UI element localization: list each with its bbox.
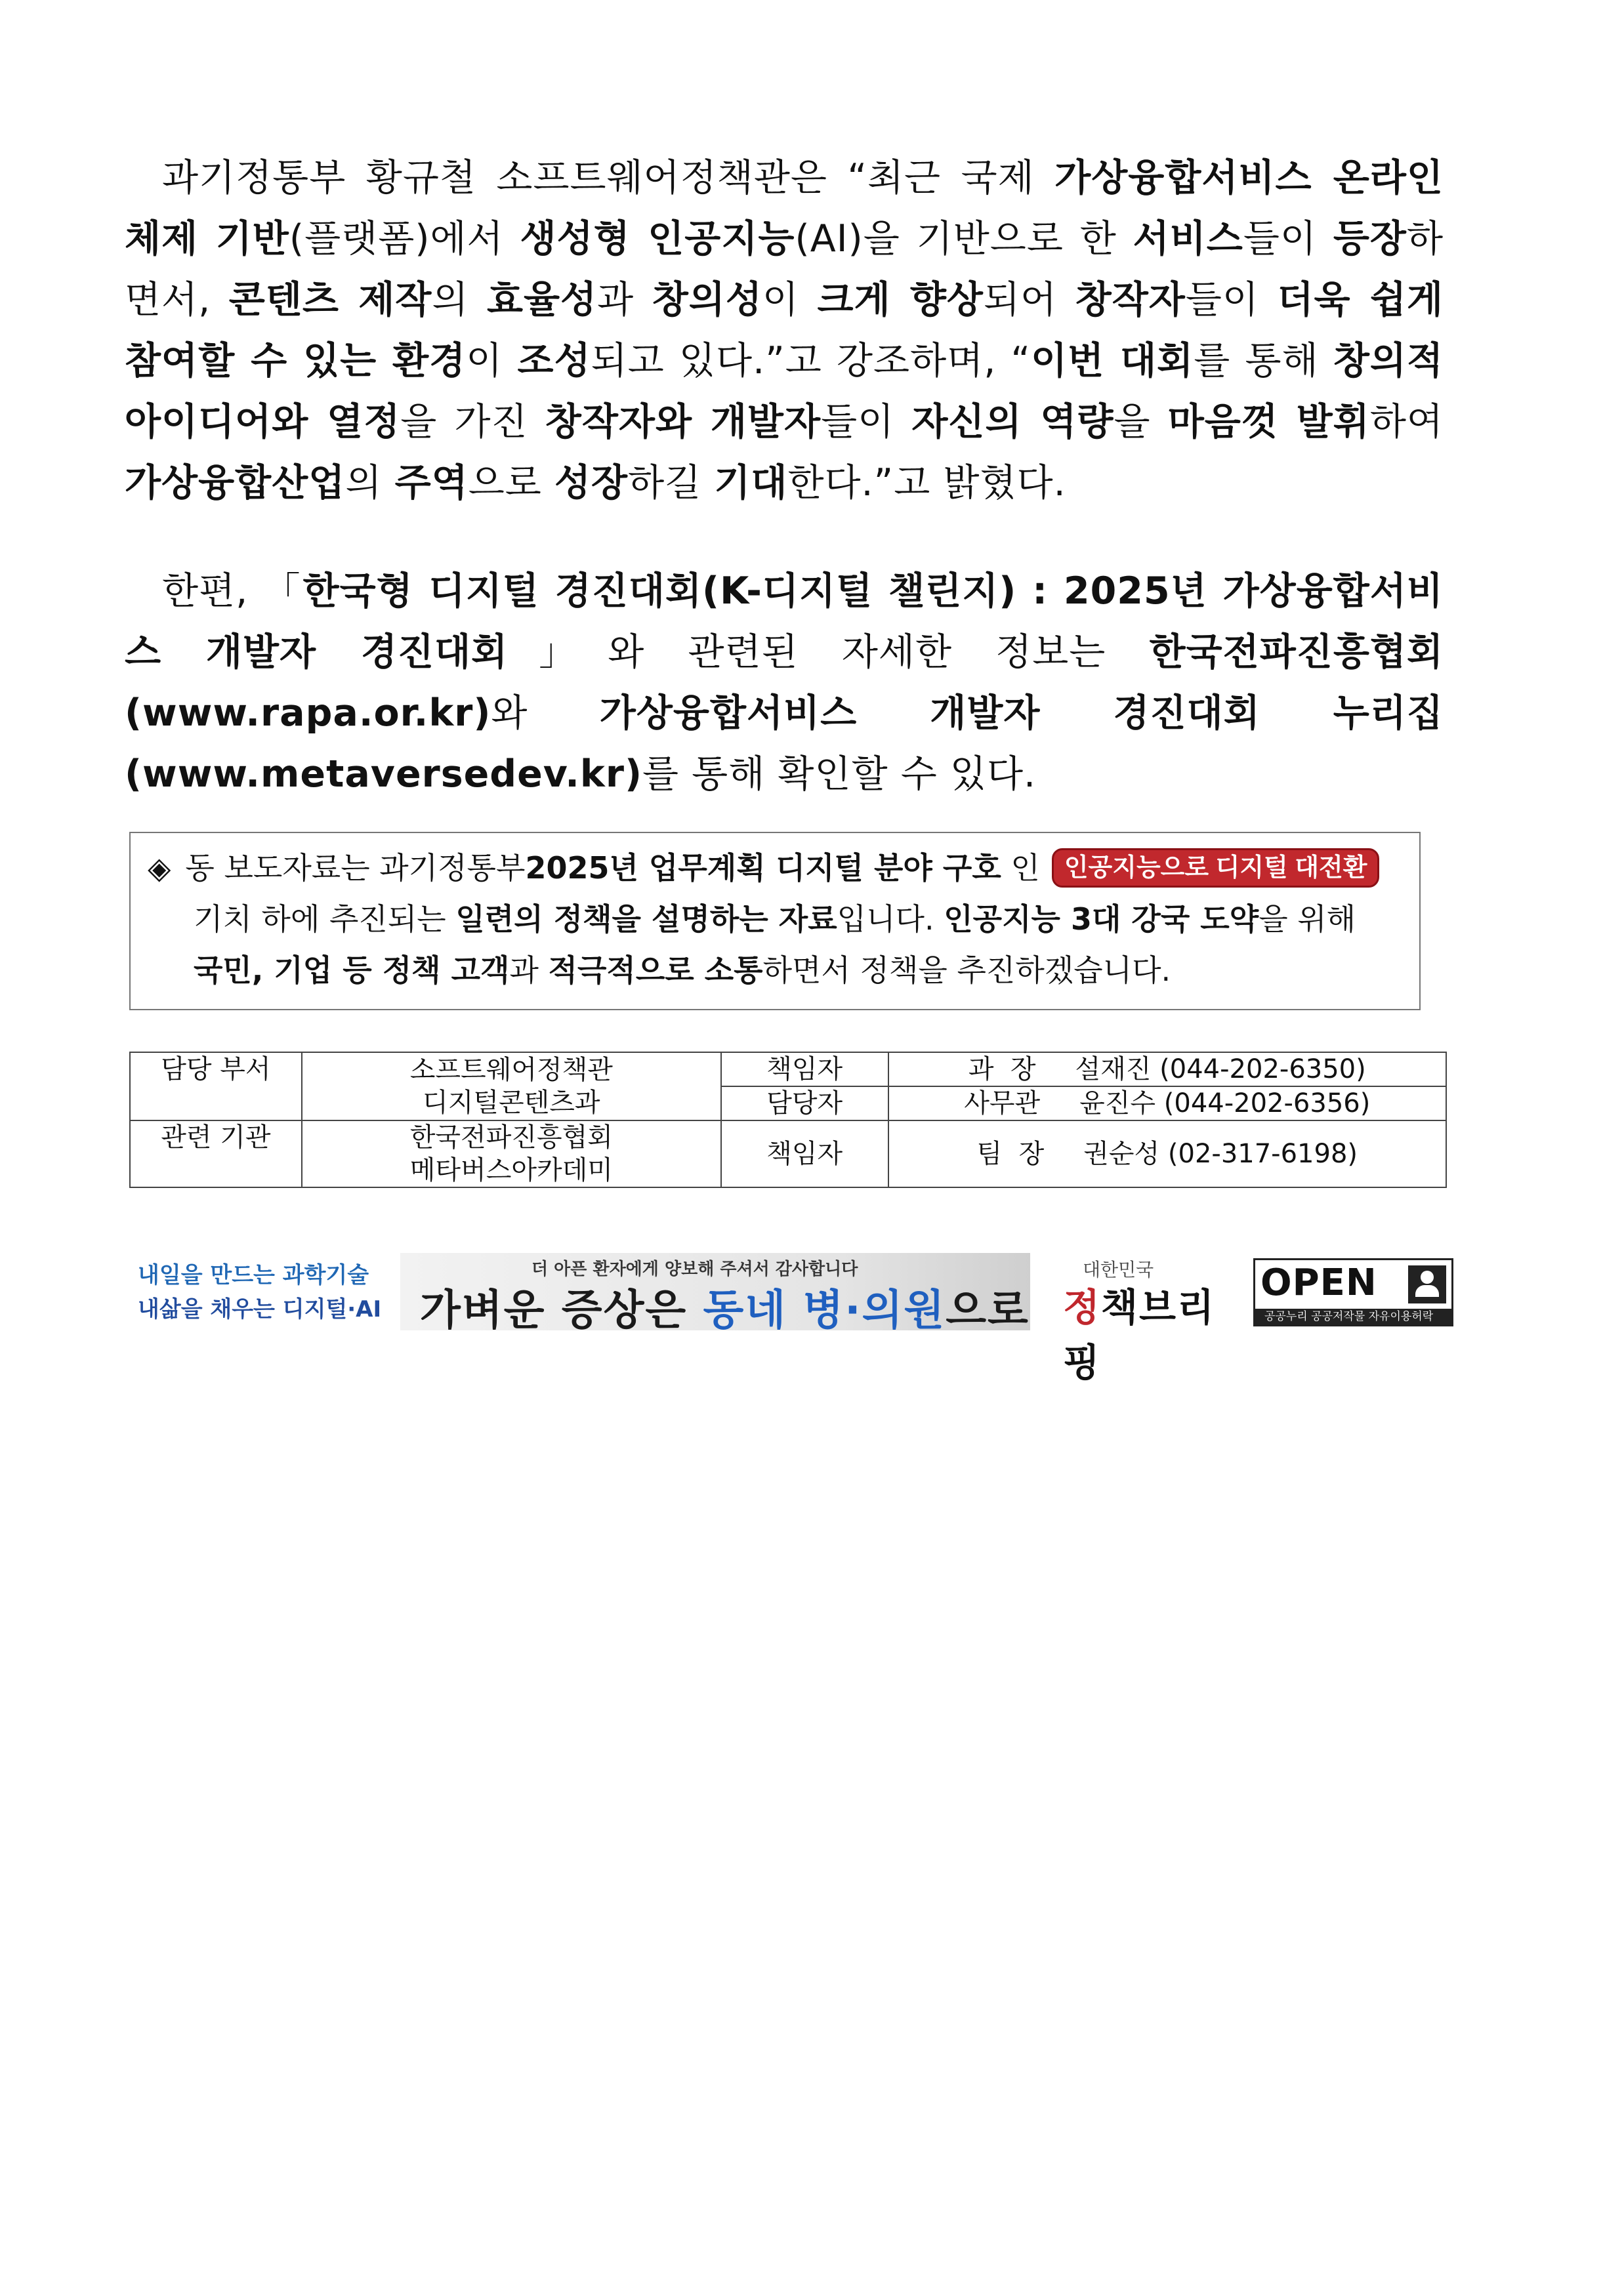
org-names: 한국전파진흥협회 메타버스아카데미 bbox=[302, 1120, 721, 1187]
dept-label: 담당 부서 bbox=[130, 1052, 302, 1120]
slogan-banner: 내일을 만드는 과학기술 내삶을 채우는 디지털·AI bbox=[138, 1262, 382, 1322]
policy-briefing-logo: 대한민국 정책브리핑 bbox=[1063, 1259, 1216, 1385]
attribution-person-icon bbox=[1408, 1265, 1446, 1303]
table-row bbox=[130, 1120, 1446, 1187]
notice-line-3: 국민, 기업 등 정책 고객과 적극적으로 소통하면서 정책을 추진하겠습니다. bbox=[194, 953, 1171, 988]
person-cell: 사무관 윤진수 (044-202-6356) bbox=[888, 1086, 1446, 1120]
org-label: 관련 기관 bbox=[130, 1120, 302, 1187]
dept-names: 소프트웨어정책관 디지털콘텐츠과 bbox=[302, 1052, 721, 1120]
role-cell: 담당자 bbox=[721, 1086, 888, 1120]
person-cell: 팀 장 권순성 (02-317-6198) bbox=[888, 1120, 1446, 1187]
role-cell: 책임자 bbox=[721, 1120, 888, 1187]
notice-line-1: ◈ 동 보도자료는 과기정통부 2025년 업무계획 디지털 분야 구호 인 인공지능으로 디지털 대전환 bbox=[148, 842, 1402, 893]
health-campaign-banner: 더 아픈 환자에게 양보해 주셔서 감사합니다 가벼운 증상은 동네 병·의원으로 bbox=[400, 1253, 1030, 1330]
paragraph-2: 한편, 「한국형 디지털 경진대회(K-디지털 챌린지) : 2025년 가상융합서비스 개발자 경진대회」와 관련된 자세한 정보는 한국전파진흥협회(www.rapa.or.kr)와 가상융합서비스 개발자 경진대회 누리집(www.metaversedev.kr)를 통해 확인할 수 있다. bbox=[125, 569, 1444, 796]
paragraph-1: 과기정통부 황규철 소프트웨어정책관은 “최근 국제 가상융합서비스 온라인 체제 기반(플랫폼)에서 생성형 인공지능(AI)을 기반으로 한 서비스들이 등장하면서, 콘텐츠 제작의 효율성과 창의성이 크게 향상되어 창작자들이 더욱 쉽게 참여할 수 있는 환경이 조성되고 있다.”고 강조하며, “이번 대회를 통해 창의적 아이디어와 열정을 가진 창작자와 개발자들이 자신의 역량을 마음껏 발휘하여 가상융합산업의 주역으로 성장하길 기대한다.”고 밝혔다. bbox=[125, 156, 1444, 504]
contact-table bbox=[129, 1052, 1447, 1188]
person-cell: 과 장 설재진 (044-202-6350) bbox=[888, 1052, 1446, 1086]
slogan-tag: 인공지능으로 디지털 대전환 bbox=[1052, 848, 1380, 888]
notice-box bbox=[129, 832, 1421, 1010]
table-row bbox=[130, 1052, 1446, 1086]
banner-row bbox=[138, 1253, 1457, 1385]
notice-line-2: 기치 하에 추진되는 일련의 정책을 설명하는 자료입니다. 인공지능 3대 강국 도약을 위해 bbox=[194, 901, 1356, 937]
open-license-badge: OPEN 공공누리 공공저작물 자유이용허락 bbox=[1253, 1258, 1453, 1326]
diamond-bullet-icon: ◈ bbox=[148, 850, 171, 886]
role-cell: 책임자 bbox=[721, 1052, 888, 1086]
